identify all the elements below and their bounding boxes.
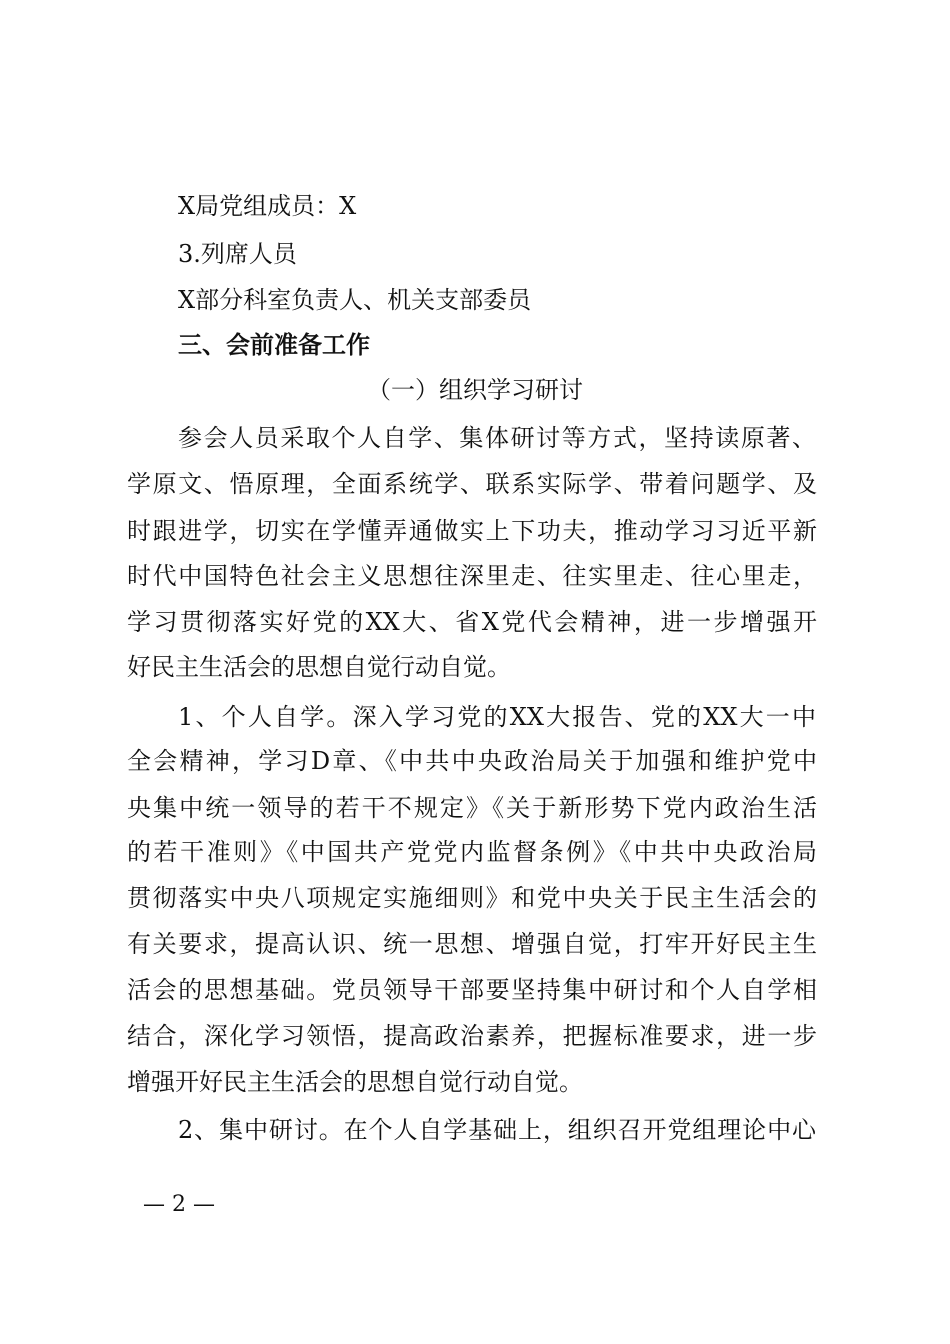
paragraph-line: 贯彻落实中央八项规定实施细则》和党中央关于民主生活会的 [127, 884, 817, 912]
paragraph-line: 好民主生活会的思想自觉行动自觉。 [127, 653, 511, 681]
paragraph-line: 有关要求，提高认识、统一思想、增强自觉，打牢开好民主生 [127, 930, 817, 958]
paragraph-line: 1、个人自学。深入学习党的XX大报告、党的XX大一中 [178, 703, 816, 731]
paragraph-line: 的若干准则》《中国共产党党内监督条例》《中共中央政治局 [127, 838, 817, 866]
paragraph-line: 学习贯彻落实好党的XX大、省X党代会精神，进一步增强开 [127, 608, 817, 636]
attendees-heading: 3.列席人员 [178, 240, 297, 268]
paragraph-line: 央集中统一领导的若干不规定》《关于新形势下党内政治生活 [127, 794, 817, 822]
attendees-line: X部分科室负责人、机关支部委员 [178, 286, 532, 314]
page-number: — 2 — [143, 1192, 215, 1217]
paragraph-line: 时跟进学，切实在学懂弄通做实上下功夫，推动学习习近平新 [127, 517, 817, 545]
paragraph-line: 参会人员采取个人自学、集体研讨等方式，坚持读原著、 [178, 424, 816, 452]
paragraph-line: 全会精神，学习D章、《中共中央政治局关于加强和维护党中 [127, 747, 817, 775]
paragraph-line: 学原文、悟原理，全面系统学、联系实际学、带着问题学、及 [127, 470, 817, 498]
members-line: X局党组成员：X [178, 192, 357, 220]
paragraph-line: 结合，深化学习领悟，提高政治素养，把握标准要求，进一步 [127, 1022, 817, 1050]
paragraph-line: 时代中国特色社会主义思想往深里走、往实里走、往心里走， [127, 562, 817, 590]
paragraph-line: 增强开好民主生活会的思想自觉行动自觉。 [127, 1068, 583, 1096]
paragraph-line: 2、集中研讨。在个人自学基础上，组织召开党组理论中心 [178, 1116, 816, 1144]
paragraph-line: 活会的思想基础。党员领导干部要坚持集中研讨和个人自学相 [127, 976, 817, 1004]
section-heading: 三、会前准备工作 [178, 331, 370, 359]
subsection-heading: （一）组织学习研讨 [367, 376, 583, 404]
